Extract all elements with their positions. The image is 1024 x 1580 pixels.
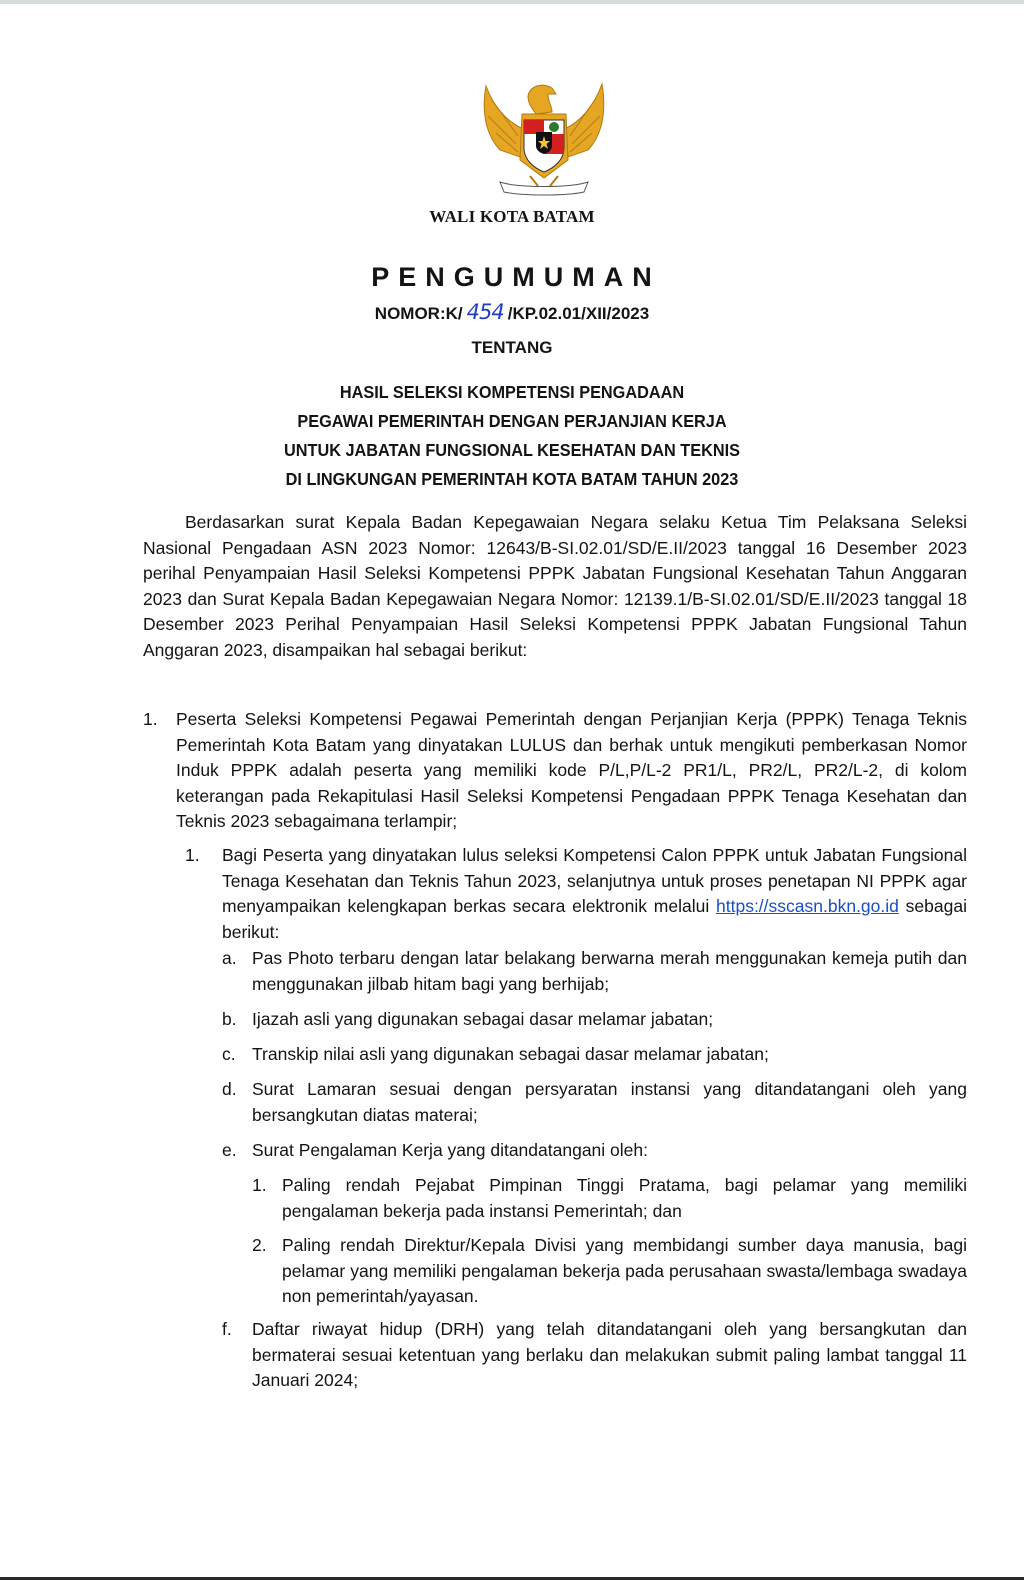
subject-line: PEGAWAI PEMERINTAH DENGAN PERJANJIAN KERJA <box>297 411 727 431</box>
requirement-text: Surat Pengalaman Kerja yang ditandatangani oleh: <box>252 1140 648 1160</box>
garuda-head <box>528 85 556 114</box>
about-label: TENTANG <box>471 338 553 357</box>
point-number: 1. <box>143 709 158 729</box>
sub-text <box>222 843 967 945</box>
requirement-letter: d. <box>222 1079 237 1099</box>
subject-line: UNTUK JABATAN FUNGSIONAL KESEHATAN DAN TEKNIS <box>283 440 740 460</box>
requirement-letter: a. <box>222 948 237 968</box>
sscasn-link[interactable]: https://sscasn.bkn.go.id <box>716 896 899 916</box>
sub-text-before-link: Bagi Peserta yang dinyatakan lulus seleksi Kompetensi Calon PPPK untuk Jabatan Fungsional Tenaga Kesehatan dan Teknis Tahun 2023, selanjutnya untuk proses penetapan NI PPPK agar menyampaikan kelengkapan berkas secara elektronik melalui <box>222 845 967 916</box>
motto-ribbon <box>500 182 588 195</box>
requirement-letter: e. <box>222 1140 237 1160</box>
experience-text: Paling rendah Pejabat Pimpinan Tinggi Pratama, bagi pelamar yang memiliki pengalaman bekerja pada instansi Pemerintah; dan <box>282 1175 967 1221</box>
requirement-text: Daftar riwayat hidup (DRH) yang telah ditandatangani oleh yang bersangkutan dan bermaterai sesuai ketentuan yang berlaku dan melakukan submit paling lambat tanggal 11 Januari 2024; <box>252 1319 967 1390</box>
requirement-letter: f. <box>222 1319 232 1339</box>
requirement-text: Pas Photo terbaru dengan latar belakang berwarna merah menggunakan kemeja putih dan menggunakan jilbab hitam bagi yang berhijab; <box>252 948 967 994</box>
number-prefix: NOMOR:K/ <box>374 304 463 323</box>
requirement-letter: c. <box>222 1044 236 1064</box>
wing-right <box>562 84 604 158</box>
number-suffix: /KP.02.01/XII/2023 <box>507 304 650 323</box>
document-number <box>0 300 1024 324</box>
subject-line: HASIL SELEKSI KOMPETENSI PENGADAAN <box>339 382 685 402</box>
garuda-emblem <box>478 78 610 204</box>
requirement-text: Transkip nilai asli yang digunakan sebagai dasar melamar jabatan; <box>252 1044 769 1064</box>
scan-edge <box>0 0 1024 4</box>
requirement-text: Surat Lamaran sesuai dengan persyaratan instansi yang ditandatangani oleh yang bersangkutan diatas materai; <box>252 1079 967 1125</box>
wing-left <box>484 86 526 158</box>
requirement-letter: b. <box>222 1009 237 1029</box>
sub-text-after-link: sebagai berikut: <box>222 896 967 942</box>
subject-line: DI LINGKUNGAN PEMERINTAH KOTA BATAM TAHUN 2023 <box>285 469 739 489</box>
subject-heading <box>36 378 988 494</box>
organization-name: WALI KOTA BATAM <box>429 207 595 226</box>
sub-number: 1. <box>185 845 200 865</box>
point-text: Peserta Seleksi Kompetensi Pegawai Pemerintah dengan Perjanjian Kerja (PPPK) Tenaga Teknis Pemerintah Kota Batam yang dinyatakan LULUS dan berhak untuk mengikuti pemberkasan Nomor Induk PPPK adalah peserta yang memiliki kode P/L,P/L-2 PR1/L, PR2/L, PR2/L-2, di kolom keterangan pada Rekapitulasi Hasil Seleksi Kompetensi Pengadaan PPPK Tenaga Kesehatan dan Teknis 2023 sebagaimana terlampir; <box>176 709 967 831</box>
experience-number: 2. <box>252 1235 267 1255</box>
document-title: PENGUMUMAN <box>371 262 661 292</box>
requirement-text: Ijazah asli yang digunakan sebagai dasar melamar jabatan; <box>252 1009 714 1029</box>
intro-paragraph: Berdasarkan surat Kepala Badan Kepegawaian Negara selaku Ketua Tim Pelaksana Seleksi Nasional Pengadaan ASN 2023 Nomor: 12643/B-SI.02.01/SD/E.II/2023 tanggal 16 Desember 2023 perihal Penyampaian Hasil Seleksi Kompetensi PPPK Jabatan Fungsional Kesehatan Tahun Anggaran 2023 dan Surat Kepala Badan Kepegawaian Negara Nomor: 12139.1/B-SI.02.01/SD/E.II/2023 tanggal 18 Desember 2023 Perihal Penyampaian Hasil Seleksi Kompetensi PPPK Jabatan Fungsional Tahun Anggaran 2023, disampaikan hal sebagai berikut: <box>143 512 967 660</box>
experience-text: Paling rendah Direktur/Kepala Divisi yang membidangi sumber daya manusia, bagi pelamar yang memiliki pengalaman bekerja pada perusahaan swasta/lembaga swadaya non pemerintah/yayasan. <box>282 1235 967 1306</box>
handwritten-number: 454 <box>466 300 504 324</box>
experience-number: 1. <box>252 1175 267 1195</box>
